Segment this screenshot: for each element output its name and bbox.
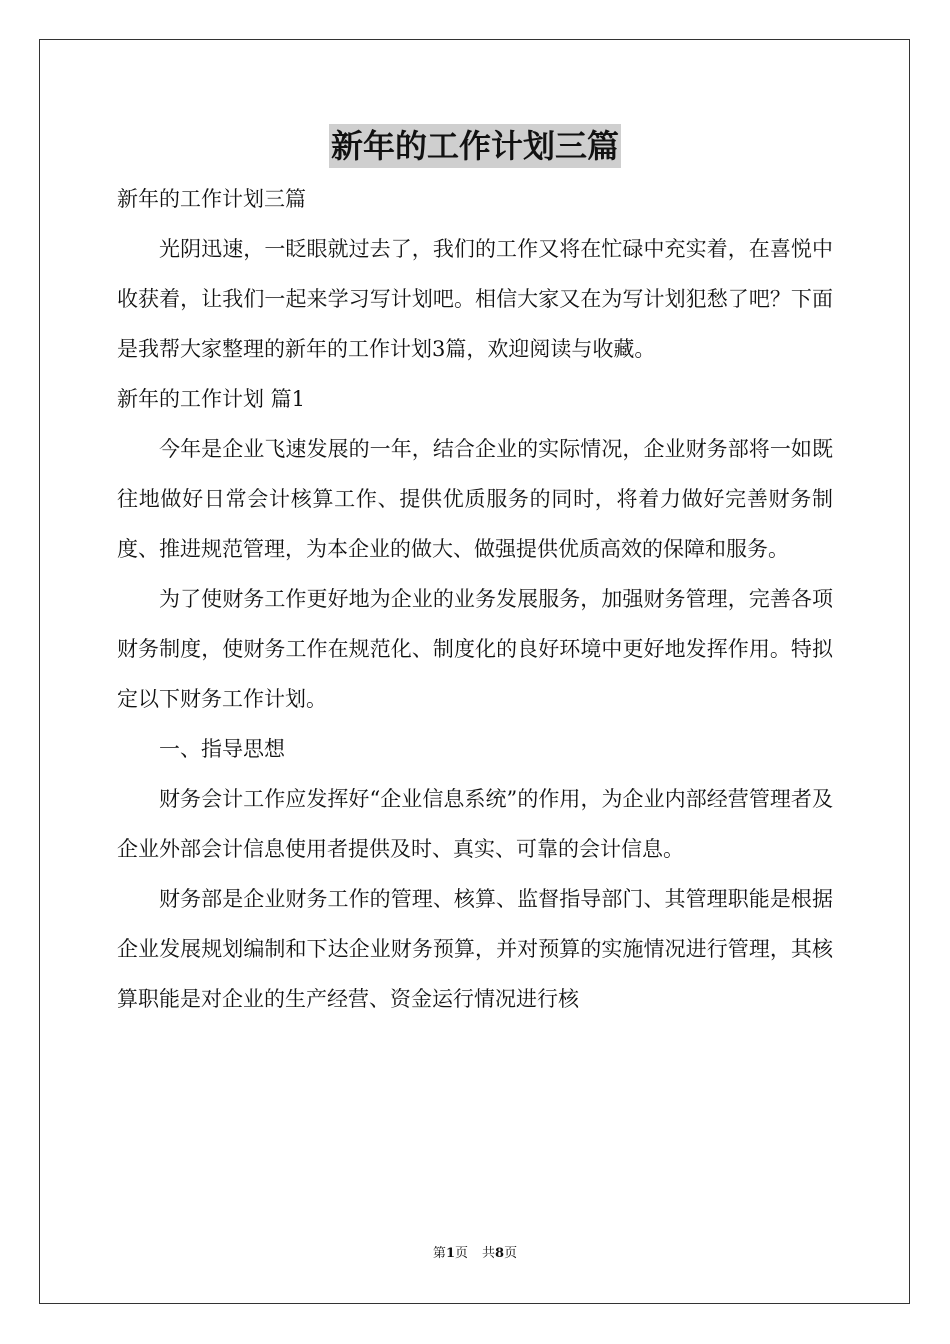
- document-body: [117, 174, 833, 1024]
- page-total: 8: [495, 1246, 505, 1261]
- total-suffix: 页: [504, 1246, 518, 1261]
- section-heading: 新年的工作计划 篇1: [117, 387, 306, 411]
- body-paragraph: 财务会计工作应发挥好“企业信息系统”的作用，为企业内部经营管理者及企业外部会计信息使用者提供及时、真实、可靠的会计信息。: [117, 787, 833, 861]
- page-prefix: 第: [432, 1246, 446, 1261]
- body-paragraph: 财务部是企业财务工作的管理、核算、监督指导部门、其管理职能是根据企业发展规划编制和下达企业财务预算，并对预算的实施情况进行管理，其核算职能是对企业的生产经营、资金运行情况进行核: [117, 887, 833, 1011]
- page-current: 1: [445, 1246, 455, 1261]
- page-suffix: 页: [454, 1246, 468, 1261]
- subtitle-paragraph: 新年的工作计划三篇: [117, 187, 306, 211]
- body-paragraph: 今年是企业飞速发展的一年，结合企业的实际情况，企业财务部将一如既往地做好日常会计核算工作、提供优质服务的同时，将着力做好完善财务制度、推进规范管理，为本企业的做大、做强提供优质高效的保障和服务。: [117, 437, 833, 561]
- total-prefix: 共: [482, 1246, 496, 1261]
- page-footer: [0, 1245, 950, 1263]
- document-title: 新年的工作计划三篇: [329, 124, 621, 168]
- body-paragraph: 为了使财务工作更好地为企业的业务发展服务，加强财务管理，完善各项财务制度，使财务工作在规范化、制度化的良好环境中更好地发挥作用。特拟定以下财务工作计划。: [117, 587, 833, 711]
- subsection-heading: 一、指导思想: [159, 737, 285, 761]
- intro-paragraph: 光阴迅速，一眨眼就过去了，我们的工作又将在忙碌中充实着，在喜悦中收获着，让我们一起来学习写计划吧。相信大家又在为写计划犯愁了吧？下面是我帮大家整理的新年的工作计划3篇，欢迎阅读与收藏。: [117, 237, 833, 361]
- title-wrap: [0, 124, 950, 168]
